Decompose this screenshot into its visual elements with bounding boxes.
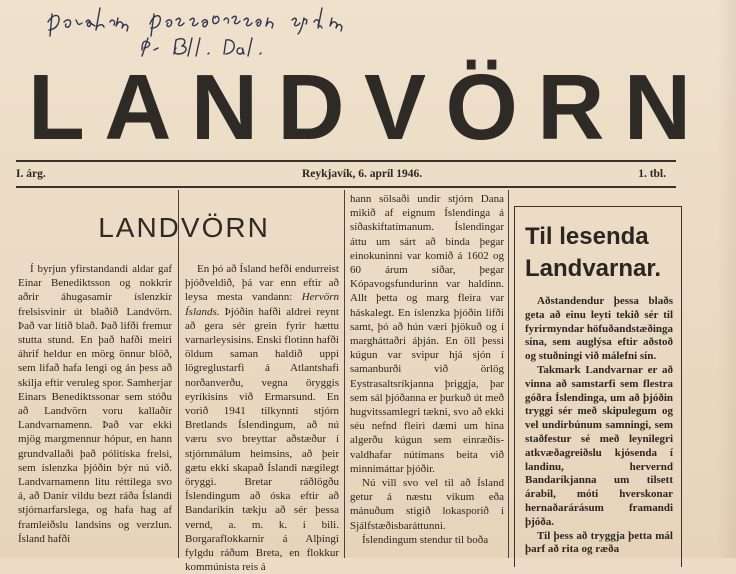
masthead-letter: Ö bbox=[445, 55, 519, 159]
masthead-letter: R bbox=[537, 55, 606, 159]
notice-paragraph: Aðstandendur þessa blaðs geta að einu leyti tekið sér til fyrirmyndar höfuðandstæðinga sína, sem auglýsa eftir aðstoð og stuðningi við málefni sín. bbox=[525, 295, 674, 363]
masthead-letter: L bbox=[28, 55, 86, 159]
article-column-1 bbox=[18, 262, 172, 546]
notice-paragraph: Takmark Landvarnar er að vinna að samstarfi sem flestra góðra Íslendinga, um að þjóðin tryggi sér með skipulegum og vel undirbúnum samningi, sem staðfestur sé með leynilegri atkvæðagreiðslu kjósenda í landinu, hervernd Bandaríkjanna um tilsett árabil, móti hverskonar hernaðarárásum framandi þjóða. bbox=[525, 363, 673, 528]
notice-title: Til lesenda Landvarnar. bbox=[525, 223, 662, 282]
emphasis-text: Hervörn Íslands. bbox=[185, 291, 339, 318]
notice-body bbox=[525, 295, 673, 557]
column-divider bbox=[508, 190, 509, 558]
article-text: Þjóðin hafði aldrei reynt að gera sér grein fyrir hættu varnarleysisins. Enski flotinn hafði öldum saman haldið uppi lögreglustarfi á Atlantshafi norðanverðu, vegna öryggis eyríkisins við Ermarsund. En vorið 1941 tilkynnti stjórn Bretlands Íslendingum, að nú væru svo breyttar aðstæður í stjórnmálum heimsins, að þeir gætu ekki skapað Íslandi nægilegt öryggi. Bretar ráðlögðu Íslendingum að óska eftir að Bandaríkin tækju að sér þessa vernd, a. m. k. í bili. Borgaraflokkarnir á Alþingi fylgdu ráðum Breta, en flokkur kommúnista reis á bbox=[185, 305, 339, 574]
article-column-2 bbox=[185, 262, 339, 574]
article-text: En þó að Ísland hefði endurreist þjóðveldið, þá var enn eftir að leysa mesta vandann: bbox=[185, 263, 339, 304]
issue-number: 1. tbl. bbox=[638, 168, 666, 180]
masthead-rule-top bbox=[16, 160, 676, 162]
handwriting-scribble bbox=[42, 2, 382, 62]
masthead-letter: N bbox=[623, 55, 692, 159]
page-edge-shadow bbox=[718, 0, 736, 558]
column-divider bbox=[178, 190, 179, 558]
article-column-3 bbox=[350, 192, 504, 547]
masthead-rule-bottom bbox=[16, 186, 676, 188]
volume-label: I. árg. bbox=[16, 168, 46, 180]
article-paragraph: Íslendingum stendur til boða bbox=[362, 533, 489, 546]
reader-notice-box bbox=[514, 206, 682, 567]
masthead-title bbox=[28, 55, 692, 159]
dateline bbox=[16, 166, 676, 184]
masthead-letter: V bbox=[364, 55, 428, 159]
masthead-letter: A bbox=[104, 55, 173, 159]
masthead-letter: D bbox=[277, 55, 346, 159]
masthead-letter: N bbox=[190, 55, 259, 159]
article-paragraph: hann sölsaði undir stjórn Dana mikið af eignum Íslendinga á síðaskiftatímanum. Íslendingar áttu um sárt að binda þegar einokuninni var komið á 1602 og 60 árum síðar, þegar Kópavogsfundurinn var haldinn. Allt þetta og marg fleira var háskalegt. En íslenzka þjóðin lifði samt, þó að hún væri þjökuð og í margháttaðri áþján. En öll þessi kúgun var svipur hjá sjón í samanburði við örlög Eystrasaltsríkjanna þriggja, þar sem sál þjóðanna er þurkuð út með hugvitssamlegri tækni, svo að ekki séu nefnd fleiri dæmi um hina algerðu kúgun sem einræðis-valdhafar nútímans beita við minnimáttar þjóðir. bbox=[350, 193, 504, 475]
article-paragraph: Nú vill svo vel til að Ísland getur á næstu vikum eða mánuðum stigið lokasporið í Sjálfstæðisbaráttunni. bbox=[350, 477, 504, 532]
article-paragraph bbox=[185, 262, 339, 574]
notice-paragraph: Til þess að tryggja þetta mál þarf að rita og ræða bbox=[525, 529, 673, 556]
article-title: LANDVÖRN bbox=[98, 212, 270, 243]
article-paragraph: Í byrjun yfirstandandi aldar gaf Einar Benediktsson og nokkrir aðrir áhugasamir íslenzkir frelsisvinir út blaðið Landvörn. Það var lítið blað. Það lifði fremur stutta stund. En það hafði meiri áhrif heldur en mörg önnur blöð, sem lifað hafa lengi og án þess að skilja eftir veruleg spor. Samherjar Einars Benediktssonar sem stóðu að Landvörn voru kallaðir Landvarnamenn. Það var ekki mjög margmennur hópur, en hann grundvallaði það pólitíska frelsi, sem íslenzka þjóðin býr nú við. Landvarnamenn litu réttilega svo á, að Danir vildu bezt ráða Íslandi stjórnarfarslega, og hafa hag af framleiðslu landsins og verzlun. Ísland hafði bbox=[18, 263, 172, 545]
place-date: Reykjavík, 6. apríl 1946. bbox=[302, 168, 423, 180]
handwritten-inscription bbox=[42, 2, 382, 62]
column-divider bbox=[344, 190, 345, 558]
